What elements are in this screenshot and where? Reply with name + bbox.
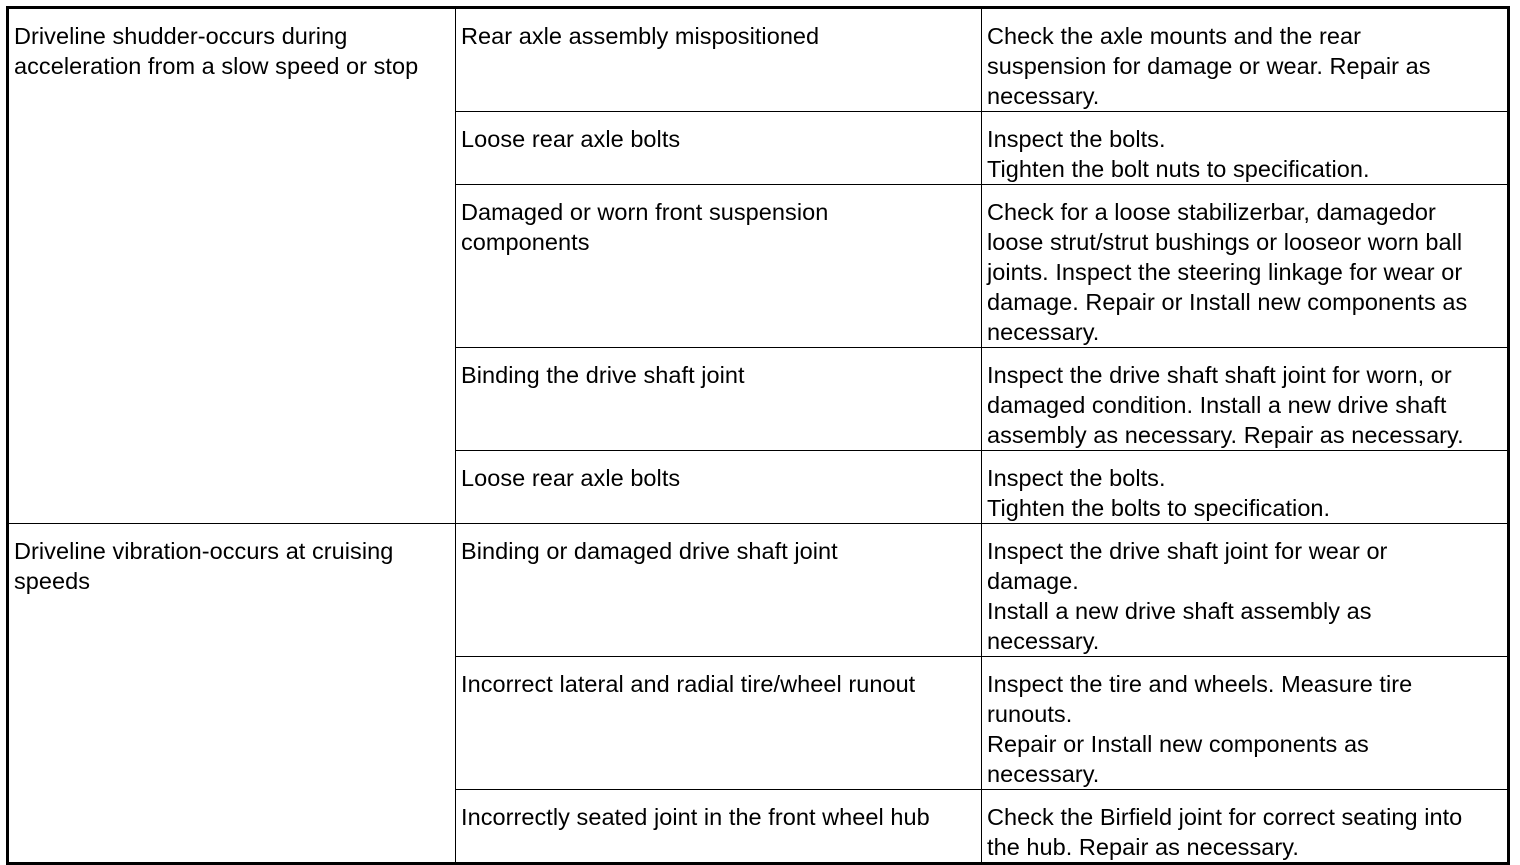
action-cell xyxy=(982,790,1509,864)
cause-text-line: Incorrectly seated joint in the front wheel hub xyxy=(461,804,930,830)
action-text-line: necessary. xyxy=(987,83,1100,109)
action-text-line: Check for a loose stabilizerbar, damagedor xyxy=(987,199,1436,225)
cause-text-line: Loose rear axle bolts xyxy=(461,126,681,152)
cause-text-line: Rear axle assembly mispositioned xyxy=(461,23,820,49)
cause-cell xyxy=(456,524,982,657)
action-text-line: Inspect the drive shaft shaft joint for worn, or xyxy=(987,362,1452,388)
action-text-line: Inspect the drive shaft joint for wear or xyxy=(987,538,1388,564)
diagnosis-table-body xyxy=(8,8,1509,864)
condition-text-line: acceleration from a slow speed or stop xyxy=(14,53,419,79)
action-cell xyxy=(982,657,1509,790)
action-cell xyxy=(982,112,1509,185)
cause-cell xyxy=(456,790,982,864)
action-text-line: necessary. xyxy=(987,628,1100,654)
cause-text-line: Binding or damaged drive shaft joint xyxy=(461,538,838,564)
action-text-line: Inspect the bolts. xyxy=(987,465,1166,491)
action-text-line: Tighten the bolts to specification. xyxy=(987,495,1331,521)
cause-cell xyxy=(456,185,982,348)
action-cell xyxy=(982,524,1509,657)
condition-text-line: Driveline vibration-occurs at cruising xyxy=(14,538,394,564)
action-text-line: suspension for damage or wear. Repair as xyxy=(987,53,1431,79)
cause-text-line: Damaged or worn front suspension xyxy=(461,199,829,225)
cause-cell xyxy=(456,451,982,524)
action-text-line: Check the Birfield joint for correct seating into xyxy=(987,804,1463,830)
cause-text-line: Incorrect lateral and radial tire/wheel runout xyxy=(461,671,916,697)
action-text-line: damage. xyxy=(987,568,1079,594)
condition-text-line: speeds xyxy=(14,568,91,594)
action-text-line: damage. Repair or Install new components as xyxy=(987,289,1468,315)
cause-text-line: components xyxy=(461,229,590,255)
table-row xyxy=(8,8,1509,112)
cause-text-line: Loose rear axle bolts xyxy=(461,465,681,491)
action-text-line: runouts. xyxy=(987,701,1073,727)
action-text-line: damaged condition. Install a new drive shaft xyxy=(987,392,1447,418)
action-text-line: Install a new drive shaft assembly as xyxy=(987,598,1372,624)
cause-cell xyxy=(456,8,982,112)
action-cell xyxy=(982,451,1509,524)
action-text-line: Inspect the tire and wheels. Measure tire xyxy=(987,671,1413,697)
condition-text-line: Driveline shudder-occurs during xyxy=(14,23,348,49)
diagnosis-table xyxy=(6,6,1510,865)
action-cell xyxy=(982,8,1509,112)
action-cell xyxy=(982,348,1509,451)
action-text-line: Check the axle mounts and the rear xyxy=(987,23,1361,49)
action-text-line: Repair or Install new components as xyxy=(987,731,1369,757)
action-text-line: Tighten the bolt nuts to specification. xyxy=(987,156,1370,182)
cause-cell xyxy=(456,348,982,451)
action-text-line: Inspect the bolts. xyxy=(987,126,1166,152)
cause-cell xyxy=(456,657,982,790)
cause-cell xyxy=(456,112,982,185)
condition-cell xyxy=(8,524,456,864)
action-text-line: necessary. xyxy=(987,761,1100,787)
action-text-line: necessary. xyxy=(987,319,1100,345)
action-text-line: loose strut/strut bushings or looseor worn ball xyxy=(987,229,1463,255)
action-text-line: assembly as necessary. Repair as necessary. xyxy=(987,422,1464,448)
action-text-line: the hub. Repair as necessary. xyxy=(987,834,1299,860)
table-row xyxy=(8,524,1509,657)
action-cell xyxy=(982,185,1509,348)
action-text-line: joints. Inspect the steering linkage for wear or xyxy=(987,259,1463,285)
condition-cell xyxy=(8,8,456,524)
cause-text-line: Binding the drive shaft joint xyxy=(461,362,745,388)
